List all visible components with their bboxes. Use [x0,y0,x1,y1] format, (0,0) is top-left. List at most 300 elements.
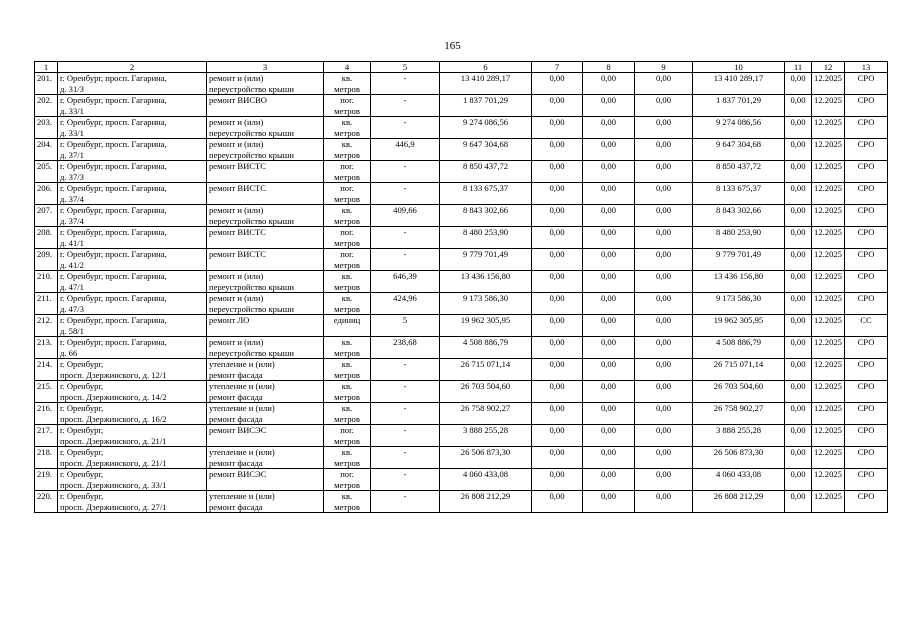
unit-cell [324,183,371,205]
unit-line-1: пог. [340,95,354,105]
address-line-2: просп. Дзержинского, д. 16/2 [60,413,167,424]
cost-cell-9: 0,00 [635,337,693,359]
cost-cell-8: 0,00 [583,447,635,469]
work-type-cell [207,359,324,381]
table-row [35,183,888,205]
work-type-cell [207,403,324,425]
unit-cell [324,139,371,161]
method-cell: СРО [845,425,888,447]
cost-cell-8: 0,00 [583,139,635,161]
cost-cell-9: 0,00 [635,95,693,117]
cost-cell-9: 0,00 [635,447,693,469]
address-cell [58,425,207,447]
col-header: 7 [532,62,583,73]
method-cell: СРО [845,447,888,469]
row-number: 204. [35,139,58,161]
method-cell: СРО [845,381,888,403]
work-type-line-2: переустройство крыши [209,127,294,138]
total-cost-cell: 8 843 302,66 [440,205,532,227]
volume-cell: - [371,73,440,95]
row-number: 216. [35,403,58,425]
address-cell [58,337,207,359]
row-number: 219. [35,469,58,491]
cost-cell-7: 0,00 [532,315,583,337]
work-type-cell [207,469,324,491]
address-cell [58,161,207,183]
cost-cell-11: 0,00 [785,227,812,249]
unit-line-1: пог. [340,161,354,171]
address-line-1: г. Оренбург, просп. Гагарина, [60,293,167,303]
volume-cell: - [371,491,440,513]
cost-cell-8: 0,00 [583,161,635,183]
cost-cell-11: 0,00 [785,183,812,205]
unit-line-2: метров [334,391,360,402]
total-cost-cell: 8 133 675,37 [440,183,532,205]
unit-line-2: метров [334,237,360,248]
row-number: 202. [35,95,58,117]
address-cell [58,249,207,271]
cost-cell-7: 0,00 [532,95,583,117]
work-type-line-1: ремонт ВИСЭС [209,425,267,435]
cost-cell-9: 0,00 [635,293,693,315]
address-line-1: г. Оренбург, просп. Гагарина, [60,95,167,105]
table-row [35,381,888,403]
unit-cell [324,73,371,95]
volume-cell: - [371,95,440,117]
address-line-1: г. Оренбург, просп. Гагарина, [60,271,167,281]
cost-cell-8: 0,00 [583,73,635,95]
header-row [35,62,888,73]
address-line-1: г. Оренбург, просп. Гагарина, [60,337,167,347]
table-row [35,117,888,139]
work-type-cell [207,95,324,117]
unit-line-1: кв. [341,403,353,413]
volume-cell: 409,66 [371,205,440,227]
table-row [35,469,888,491]
cost-cell-8: 0,00 [583,271,635,293]
work-type-line-2: ремонт фасада [209,391,263,402]
cost-cell-7: 0,00 [532,491,583,513]
cost-cell-8: 0,00 [583,95,635,117]
row-number: 203. [35,117,58,139]
col-header: 8 [583,62,635,73]
col-header: 1 [35,62,58,73]
address-line-1: г. Оренбург, просп. Гагарина, [60,227,167,237]
cost-cell-10: 1 837 701,29 [693,95,785,117]
address-line-1: г. Оренбург, [60,425,104,435]
method-cell: СРО [845,491,888,513]
work-type-line-1: ремонт ВИСЭС [209,469,267,479]
cost-cell-8: 0,00 [583,183,635,205]
deadline-cell: 12.2025 [812,491,845,513]
work-type-line-2: ремонт фасада [209,413,263,424]
address-line-2: д. 47/1 [60,281,84,292]
work-type-line-1: ремонт и (или) [209,117,264,127]
work-type-line-2: переустройство крыши [209,83,294,94]
unit-cell [324,425,371,447]
deadline-cell: 12.2025 [812,73,845,95]
cost-cell-10: 8 480 253,90 [693,227,785,249]
work-type-line-1: ремонт и (или) [209,337,264,347]
address-cell [58,315,207,337]
method-cell: СРО [845,359,888,381]
col-header: 2 [58,62,207,73]
work-type-cell [207,337,324,359]
address-cell [58,227,207,249]
unit-cell [324,315,371,337]
work-type-cell [207,249,324,271]
col-header: 5 [371,62,440,73]
cost-cell-11: 0,00 [785,293,812,315]
total-cost-cell: 26 758 902,27 [440,403,532,425]
volume-cell: - [371,469,440,491]
work-type-line-1: ремонт ВИСВО [209,95,267,105]
cost-cell-11: 0,00 [785,139,812,161]
cost-cell-10: 26 703 504,60 [693,381,785,403]
total-cost-cell: 9 647 304,68 [440,139,532,161]
cost-cell-7: 0,00 [532,139,583,161]
unit-line-1: кв. [341,205,353,215]
unit-line-1: пог. [340,469,354,479]
address-line-2: просп. Дзержинского, д. 33/1 [60,479,167,490]
work-type-line-2: переустройство крыши [209,303,294,314]
col-header: 3 [207,62,324,73]
method-cell: СРО [845,139,888,161]
cost-cell-10: 13 436 156,80 [693,271,785,293]
unit-line-1: кв. [341,139,353,149]
cost-cell-9: 0,00 [635,315,693,337]
cost-cell-8: 0,00 [583,249,635,271]
cost-cell-8: 0,00 [583,425,635,447]
work-type-line-1: утепление и (или) [209,491,275,501]
deadline-cell: 12.2025 [812,403,845,425]
col-header: 9 [635,62,693,73]
method-cell: СРО [845,117,888,139]
work-type-line-2: переустройство крыши [209,149,294,160]
cost-cell-11: 0,00 [785,95,812,117]
cost-cell-7: 0,00 [532,337,583,359]
cost-cell-9: 0,00 [635,227,693,249]
unit-line-1: кв. [341,381,353,391]
volume-cell: 646,39 [371,271,440,293]
unit-cell [324,403,371,425]
cost-cell-9: 0,00 [635,469,693,491]
address-cell [58,359,207,381]
cost-cell-8: 0,00 [583,293,635,315]
address-line-2: просп. Дзержинского, д. 21/1 [60,435,167,446]
table-row [35,491,888,513]
address-cell [58,183,207,205]
row-number: 211. [35,293,58,315]
deadline-cell: 12.2025 [812,425,845,447]
cost-cell-11: 0,00 [785,359,812,381]
unit-line-2: метров [334,303,360,314]
row-number: 207. [35,205,58,227]
cost-cell-10: 26 506 873,30 [693,447,785,469]
address-line-2: д. 58/1 [60,325,84,336]
cost-cell-9: 0,00 [635,139,693,161]
cost-cell-9: 0,00 [635,161,693,183]
address-line-1: г. Оренбург, просп. Гагарина, [60,161,167,171]
unit-line-2: метров [334,127,360,138]
deadline-cell: 12.2025 [812,95,845,117]
col-header: 12 [812,62,845,73]
work-type-line-1: утепление и (или) [209,403,275,413]
address-line-2: д. 37/1 [60,149,84,160]
total-cost-cell: 9 274 086,56 [440,117,532,139]
row-number: 212. [35,315,58,337]
work-type-line-1: ремонт ВИСТС [209,161,267,171]
unit-cell [324,469,371,491]
work-type-line-2: переустройство крыши [209,215,294,226]
cost-cell-8: 0,00 [583,227,635,249]
unit-cell [324,491,371,513]
unit-line-2: метров [334,281,360,292]
address-line-1: г. Оренбург, [60,403,104,413]
deadline-cell: 12.2025 [812,447,845,469]
col-header: 4 [324,62,371,73]
address-line-1: г. Оренбург, [60,469,104,479]
address-line-1: г. Оренбург, [60,491,104,501]
table-row [35,73,888,95]
unit-cell [324,117,371,139]
address-cell [58,469,207,491]
cost-cell-7: 0,00 [532,161,583,183]
work-type-line-2: ремонт фасада [209,369,263,380]
cost-cell-10: 8 850 437,72 [693,161,785,183]
deadline-cell: 12.2025 [812,469,845,491]
unit-line-2: метров [334,105,360,116]
address-line-2: д. 37/4 [60,193,84,204]
total-cost-cell: 1 837 701,29 [440,95,532,117]
method-cell: СРО [845,161,888,183]
address-line-2: д. 66 [60,347,78,358]
cost-cell-7: 0,00 [532,271,583,293]
method-cell: СРО [845,337,888,359]
address-cell [58,73,207,95]
cost-cell-7: 0,00 [532,73,583,95]
total-cost-cell: 4 508 886,79 [440,337,532,359]
row-number: 215. [35,381,58,403]
volume-cell: 446,9 [371,139,440,161]
total-cost-cell: 13 410 289,17 [440,73,532,95]
method-cell: СРО [845,403,888,425]
deadline-cell: 12.2025 [812,315,845,337]
unit-line-1: пог. [340,425,354,435]
work-type-cell [207,227,324,249]
row-number: 218. [35,447,58,469]
cost-cell-10: 9 173 586,30 [693,293,785,315]
cost-cell-11: 0,00 [785,469,812,491]
deadline-cell: 12.2025 [812,359,845,381]
table-row [35,95,888,117]
cost-cell-8: 0,00 [583,315,635,337]
cost-cell-11: 0,00 [785,403,812,425]
work-type-line-1: утепление и (или) [209,359,275,369]
cost-cell-10: 26 808 212,29 [693,491,785,513]
cost-cell-10: 8 133 675,37 [693,183,785,205]
col-header: 13 [845,62,888,73]
address-line-2: просп. Дзержинского, д. 12/1 [60,369,167,380]
unit-line-1: кв. [341,491,353,501]
method-cell: СРО [845,227,888,249]
cost-cell-9: 0,00 [635,205,693,227]
total-cost-cell: 26 703 504,60 [440,381,532,403]
address-cell [58,491,207,513]
unit-cell [324,271,371,293]
unit-line-1: кв. [341,117,353,127]
row-number: 220. [35,491,58,513]
cost-cell-11: 0,00 [785,73,812,95]
deadline-cell: 12.2025 [812,337,845,359]
cost-cell-11: 0,00 [785,337,812,359]
cost-cell-11: 0,00 [785,447,812,469]
cost-cell-10: 19 962 305,95 [693,315,785,337]
deadline-cell: 12.2025 [812,117,845,139]
cost-cell-11: 0,00 [785,249,812,271]
work-type-line-1: ремонт и (или) [209,73,264,83]
total-cost-cell: 19 962 305,95 [440,315,532,337]
unit-line-2: метров [334,347,360,358]
unit-cell [324,359,371,381]
address-line-2: просп. Дзержинского, д. 14/2 [60,391,167,402]
cost-cell-7: 0,00 [532,469,583,491]
unit-cell [324,95,371,117]
address-line-1: г. Оренбург, просп. Гагарина, [60,249,167,259]
table-row [35,447,888,469]
unit-line-1: кв. [341,337,353,347]
unit-cell [324,381,371,403]
page-number: 165 [444,40,461,52]
volume-cell: - [371,425,440,447]
cost-cell-8: 0,00 [583,359,635,381]
total-cost-cell: 4 060 433,08 [440,469,532,491]
total-cost-cell: 9 173 586,30 [440,293,532,315]
method-cell: СРО [845,205,888,227]
volume-cell: 238,68 [371,337,440,359]
cost-cell-10: 26 758 902,27 [693,403,785,425]
total-cost-cell: 8 480 253,90 [440,227,532,249]
cost-cell-9: 0,00 [635,491,693,513]
work-type-cell [207,271,324,293]
address-line-2: просп. Дзержинского, д. 21/1 [60,457,167,468]
cost-cell-7: 0,00 [532,227,583,249]
work-type-cell [207,183,324,205]
table-row [35,359,888,381]
deadline-cell: 12.2025 [812,161,845,183]
total-cost-cell: 13 436 156,80 [440,271,532,293]
cost-cell-9: 0,00 [635,249,693,271]
cost-cell-7: 0,00 [532,403,583,425]
cost-cell-9: 0,00 [635,403,693,425]
method-cell: СС [845,315,888,337]
volume-cell: - [371,183,440,205]
unit-line-2: метров [334,479,360,490]
cost-cell-10: 4 508 886,79 [693,337,785,359]
address-cell [58,205,207,227]
work-type-line-1: утепление и (или) [209,381,275,391]
cost-cell-8: 0,00 [583,117,635,139]
col-header: 11 [785,62,812,73]
address-cell [58,403,207,425]
work-type-cell [207,491,324,513]
table-row [35,249,888,271]
work-type-line-1: ремонт ЛО [209,315,250,325]
repair-register-table [34,61,888,513]
address-line-2: просп. Дзержинского, д. 27/1 [60,501,167,512]
table-row [35,227,888,249]
deadline-cell: 12.2025 [812,227,845,249]
work-type-cell [207,73,324,95]
cost-cell-11: 0,00 [785,425,812,447]
table-row [35,205,888,227]
unit-line-1: кв. [341,73,353,83]
unit-line-2: метров [334,149,360,160]
volume-cell: - [371,381,440,403]
unit-line-2: метров [334,457,360,468]
unit-line-1: кв. [341,293,353,303]
volume-cell: - [371,117,440,139]
cost-cell-10: 9 274 086,56 [693,117,785,139]
unit-cell [324,293,371,315]
address-line-2: д. 37/3 [60,171,84,182]
cost-cell-9: 0,00 [635,117,693,139]
unit-line-1: единиц [333,315,361,325]
cost-cell-8: 0,00 [583,469,635,491]
work-type-line-1: ремонт ВИСТС [209,227,267,237]
deadline-cell: 12.2025 [812,249,845,271]
table-row [35,315,888,337]
work-type-cell [207,381,324,403]
address-line-1: г. Оренбург, просп. Гагарина, [60,183,167,193]
address-line-1: г. Оренбург, просп. Гагарина, [60,315,167,325]
address-cell [58,139,207,161]
method-cell: СРО [845,95,888,117]
volume-cell: - [371,447,440,469]
work-type-line-1: ремонт ВИСТС [209,249,267,259]
address-line-2: д. 47/3 [60,303,84,314]
address-line-2: д. 33/1 [60,127,84,138]
unit-line-2: метров [334,259,360,270]
address-line-1: г. Оренбург, [60,447,104,457]
cost-cell-9: 0,00 [635,73,693,95]
unit-cell [324,249,371,271]
work-type-cell [207,139,324,161]
address-cell [58,381,207,403]
cost-cell-7: 0,00 [532,183,583,205]
unit-line-2: метров [334,215,360,226]
cost-cell-7: 0,00 [532,381,583,403]
cost-cell-11: 0,00 [785,271,812,293]
cost-cell-8: 0,00 [583,205,635,227]
cost-cell-9: 0,00 [635,359,693,381]
total-cost-cell: 26 506 873,30 [440,447,532,469]
cost-cell-11: 0,00 [785,381,812,403]
unit-line-2: метров [334,171,360,182]
total-cost-cell: 8 850 437,72 [440,161,532,183]
address-line-1: г. Оренбург, просп. Гагарина, [60,139,167,149]
work-type-line-1: ремонт ВИСТС [209,183,267,193]
unit-cell [324,447,371,469]
cost-cell-9: 0,00 [635,183,693,205]
method-cell: СРО [845,249,888,271]
address-line-2: д. 31/3 [60,83,84,94]
work-type-line-1: утепление и (или) [209,447,275,457]
unit-line-2: метров [334,413,360,424]
table-row [35,425,888,447]
total-cost-cell: 9 779 701,49 [440,249,532,271]
cost-cell-11: 0,00 [785,315,812,337]
